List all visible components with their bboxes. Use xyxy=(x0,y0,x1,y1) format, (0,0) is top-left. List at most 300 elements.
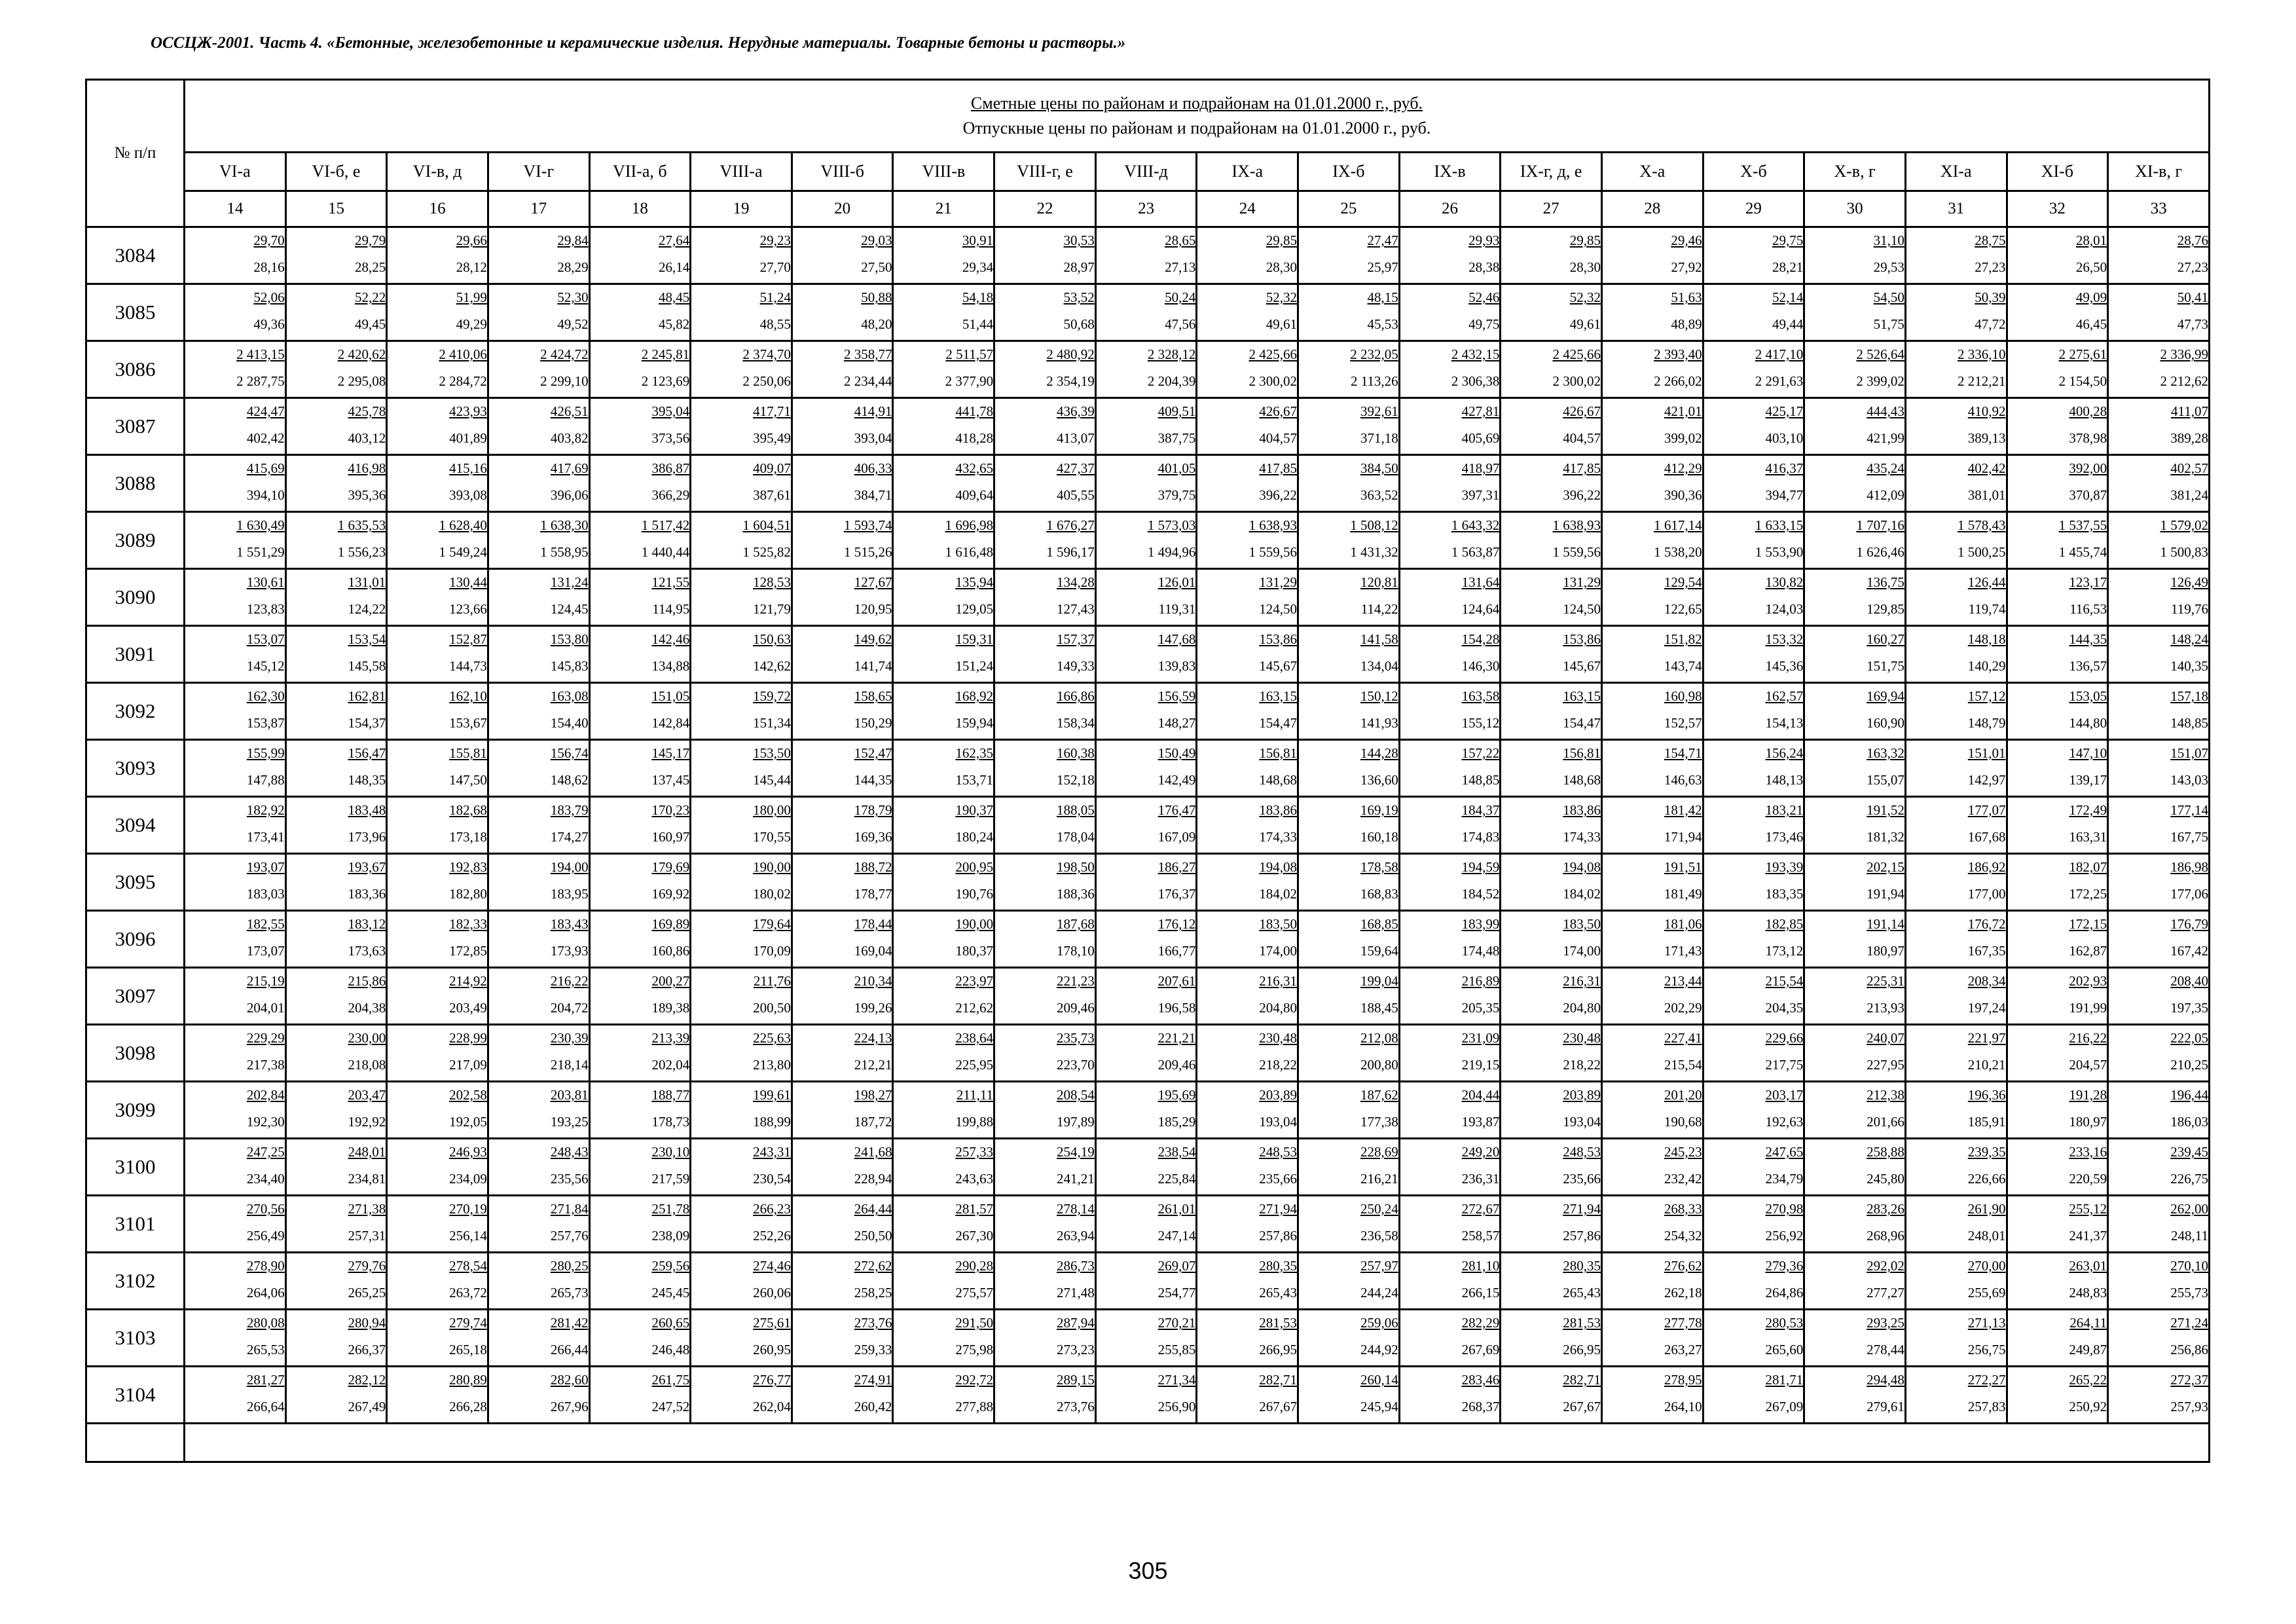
release-price: 151,24 xyxy=(955,658,994,674)
price-cell xyxy=(1298,797,1400,854)
price-cell xyxy=(1501,1196,1602,1253)
price-cell xyxy=(1197,569,1298,626)
price-cell xyxy=(1197,1253,1298,1310)
price-cell xyxy=(994,398,1096,455)
estimate-price: 1 604,51 xyxy=(742,517,791,533)
price-cell xyxy=(1095,341,1197,398)
price-cell xyxy=(387,911,488,968)
release-price: 193,25 xyxy=(550,1114,589,1130)
price-cell xyxy=(2108,398,2210,455)
estimate-price: 153,07 xyxy=(246,631,285,647)
estimate-price: 211,11 xyxy=(956,1087,994,1103)
release-price: 405,55 xyxy=(1057,487,1095,503)
estimate-price: 193,39 xyxy=(1765,859,1804,875)
estimate-price: 192,83 xyxy=(449,859,487,875)
estimate-price: 203,89 xyxy=(1259,1087,1298,1103)
district-header-row xyxy=(86,153,2210,191)
estimate-price: 176,47 xyxy=(1157,802,1196,818)
release-price: 2 291,63 xyxy=(1755,373,1804,389)
estimate-price: 204,44 xyxy=(1461,1087,1500,1103)
price-cell xyxy=(1298,1253,1400,1310)
release-price: 180,97 xyxy=(1867,943,1904,959)
price-cell xyxy=(2007,797,2108,854)
estimate-price: 271,38 xyxy=(348,1201,386,1217)
estimate-price: 191,14 xyxy=(1867,916,1904,932)
price-cell xyxy=(1095,797,1197,854)
estimate-price: 214,92 xyxy=(449,973,487,989)
release-price: 1 563,87 xyxy=(1451,544,1500,560)
estimate-price: 129,54 xyxy=(1664,574,1702,590)
release-price: 191,94 xyxy=(1867,886,1904,902)
release-price: 180,97 xyxy=(2069,1114,2107,1130)
release-price: 154,37 xyxy=(348,715,386,731)
price-cell xyxy=(387,1082,488,1139)
price-cell xyxy=(1095,626,1197,683)
price-cell xyxy=(1197,626,1298,683)
release-price: 1 500,25 xyxy=(1958,544,2006,560)
estimate-price: 402,57 xyxy=(2170,460,2208,476)
estimate-price: 260,14 xyxy=(1360,1372,1398,1388)
release-price: 169,92 xyxy=(651,886,690,902)
release-price: 2 299,10 xyxy=(540,373,589,389)
price-cell xyxy=(2108,1196,2210,1253)
estimate-price: 151,01 xyxy=(1967,745,2006,761)
estimate-price: 270,98 xyxy=(1765,1201,1804,1217)
estimate-price: 169,19 xyxy=(1360,802,1398,818)
estimate-price: 416,98 xyxy=(348,460,386,476)
release-price: 173,96 xyxy=(348,829,386,845)
estimate-price: 2 245,81 xyxy=(641,346,690,362)
price-cell xyxy=(1095,740,1197,797)
estimate-price: 223,97 xyxy=(955,973,994,989)
release-price: 228,94 xyxy=(854,1171,892,1187)
price-cell xyxy=(994,1082,1096,1139)
estimate-price: 145,17 xyxy=(651,745,690,761)
price-cell xyxy=(792,1310,893,1367)
release-price: 210,25 xyxy=(2170,1057,2208,1073)
release-price: 394,77 xyxy=(1765,487,1804,503)
release-price: 421,99 xyxy=(1867,430,1904,446)
estimate-price: 182,33 xyxy=(449,916,487,932)
release-price: 2 287,75 xyxy=(236,373,285,389)
price-cell xyxy=(387,968,488,1025)
estimate-price: 280,35 xyxy=(1259,1258,1298,1274)
price-cell xyxy=(1703,284,1804,341)
price-cell xyxy=(1601,227,1703,284)
price-cell xyxy=(893,227,994,284)
estimate-price: 2 374,70 xyxy=(742,346,791,362)
price-cell xyxy=(1905,1367,2007,1424)
price-cell xyxy=(1804,1310,1906,1367)
estimate-price: 28,65 xyxy=(1165,232,1196,248)
release-price: 178,77 xyxy=(854,886,892,902)
price-cell xyxy=(893,1196,994,1253)
release-price: 47,73 xyxy=(2177,316,2208,332)
price-cell xyxy=(792,911,893,968)
estimate-price: 131,29 xyxy=(1259,574,1298,590)
release-price: 28,30 xyxy=(1266,259,1298,275)
price-cell xyxy=(285,740,387,797)
release-price: 405,69 xyxy=(1461,430,1500,446)
price-cell xyxy=(1298,1196,1400,1253)
estimate-price: 427,37 xyxy=(1057,460,1095,476)
table-row xyxy=(86,284,2210,341)
price-cell xyxy=(488,1196,589,1253)
release-price: 119,76 xyxy=(2171,601,2208,617)
estimate-price: 233,16 xyxy=(2069,1144,2107,1160)
estimate-price: 423,93 xyxy=(449,403,487,419)
price-cell xyxy=(1905,1082,2007,1139)
price-cell xyxy=(2108,740,2210,797)
estimate-price: 176,72 xyxy=(1967,916,2006,932)
price-cell xyxy=(1804,797,1906,854)
price-cell xyxy=(1804,398,1906,455)
release-price: 389,13 xyxy=(1967,430,2006,446)
estimate-price: 177,07 xyxy=(1967,802,2006,818)
estimate-price: 131,24 xyxy=(550,574,589,590)
estimate-price: 155,99 xyxy=(246,745,285,761)
price-cell xyxy=(2007,284,2108,341)
release-price: 148,27 xyxy=(1157,715,1196,731)
estimate-price: 202,58 xyxy=(449,1087,487,1103)
price-cell xyxy=(185,341,286,398)
estimate-price: 228,69 xyxy=(1360,1144,1398,1160)
estimate-price: 27,64 xyxy=(658,232,690,248)
price-cell xyxy=(1298,1367,1400,1424)
estimate-price: 28,76 xyxy=(2177,232,2208,248)
release-price: 403,82 xyxy=(550,430,589,446)
release-price: 180,02 xyxy=(753,886,791,902)
price-cell xyxy=(488,512,589,569)
release-price: 168,83 xyxy=(1360,886,1398,902)
price-cell xyxy=(893,911,994,968)
release-price: 217,09 xyxy=(449,1057,487,1073)
price-cell xyxy=(1601,1025,1703,1082)
estimate-price: 2 420,62 xyxy=(337,346,386,362)
estimate-price: 283,46 xyxy=(1461,1372,1500,1388)
estimate-price: 159,31 xyxy=(955,631,994,647)
estimate-price: 51,63 xyxy=(1671,289,1702,305)
release-price: 151,75 xyxy=(1867,658,1904,674)
column-number-row xyxy=(86,191,2210,227)
release-price: 387,61 xyxy=(753,487,791,503)
release-price: 152,18 xyxy=(1057,772,1095,788)
price-cell xyxy=(488,1253,589,1310)
price-cell xyxy=(589,1253,691,1310)
estimate-price: 409,07 xyxy=(753,460,791,476)
price-cell xyxy=(994,1367,1096,1424)
price-cell xyxy=(387,1196,488,1253)
price-cell xyxy=(2007,911,2108,968)
district-header: XI-а xyxy=(1905,153,2007,191)
price-cell xyxy=(1703,1196,1804,1253)
price-cell xyxy=(893,1310,994,1367)
estimate-price: 238,54 xyxy=(1157,1144,1196,1160)
estimate-price: 157,18 xyxy=(2170,688,2208,704)
release-price: 127,43 xyxy=(1057,601,1095,617)
district-header: XI-б xyxy=(2007,153,2108,191)
price-cell xyxy=(1501,911,1602,968)
price-cell xyxy=(1298,284,1400,341)
price-cell xyxy=(691,683,792,740)
estimate-price: 271,94 xyxy=(1563,1201,1601,1217)
estimate-price: 199,61 xyxy=(753,1087,791,1103)
column-number: 28 xyxy=(1601,191,1703,227)
estimate-price: 392,61 xyxy=(1360,403,1398,419)
price-cell xyxy=(285,1196,387,1253)
release-price: 267,09 xyxy=(1765,1399,1804,1414)
price-cell xyxy=(285,911,387,968)
price-cell xyxy=(1197,854,1298,911)
release-price: 223,70 xyxy=(1057,1057,1095,1073)
release-price: 1 549,24 xyxy=(439,544,487,560)
release-price: 1 494,96 xyxy=(1147,544,1196,560)
price-cell xyxy=(1804,569,1906,626)
estimate-price: 134,28 xyxy=(1057,574,1095,590)
price-cell xyxy=(1399,683,1501,740)
estimate-price: 172,15 xyxy=(2069,916,2107,932)
price-cell xyxy=(691,968,792,1025)
price-cell xyxy=(589,740,691,797)
estimate-price: 427,81 xyxy=(1461,403,1500,419)
price-cell xyxy=(1399,797,1501,854)
price-cell xyxy=(1601,968,1703,1025)
estimate-price: 1 617,14 xyxy=(1654,517,1702,533)
price-cell xyxy=(1501,455,1602,512)
release-price: 243,63 xyxy=(955,1171,994,1187)
price-cell xyxy=(387,398,488,455)
empty-cell xyxy=(86,1424,185,1462)
price-cell xyxy=(387,455,488,512)
release-price: 142,84 xyxy=(651,715,690,731)
estimate-price: 1 579,02 xyxy=(2160,517,2208,533)
release-price: 404,57 xyxy=(1259,430,1298,446)
estimate-price: 384,50 xyxy=(1360,460,1398,476)
price-cell xyxy=(1703,455,1804,512)
estimate-price: 411,07 xyxy=(2171,403,2208,419)
release-price: 145,12 xyxy=(246,658,285,674)
estimate-price: 157,12 xyxy=(1967,688,2006,704)
estimate-price: 162,35 xyxy=(955,745,994,761)
price-cell xyxy=(893,683,994,740)
price-cell xyxy=(285,227,387,284)
column-number: 32 xyxy=(2007,191,2108,227)
price-cell xyxy=(1399,1196,1501,1253)
estimate-price: 199,04 xyxy=(1360,973,1398,989)
estimate-price: 160,27 xyxy=(1867,631,1904,647)
price-cell xyxy=(1703,1082,1804,1139)
price-cell xyxy=(1399,626,1501,683)
estimate-price: 54,50 xyxy=(1873,289,1904,305)
price-cell xyxy=(589,968,691,1025)
estimate-price: 159,72 xyxy=(753,688,791,704)
price-cell xyxy=(1501,1139,1602,1196)
release-price: 370,87 xyxy=(2069,487,2107,503)
release-price: 123,83 xyxy=(246,601,285,617)
price-cell xyxy=(691,1253,792,1310)
estimate-price: 178,58 xyxy=(1360,859,1398,875)
estimate-price: 282,71 xyxy=(1563,1372,1601,1388)
estimate-price: 151,82 xyxy=(1664,631,1702,647)
estimate-price: 293,25 xyxy=(1867,1315,1904,1331)
price-cell xyxy=(1197,455,1298,512)
price-cell xyxy=(2108,1025,2210,1082)
release-price: 28,12 xyxy=(456,259,487,275)
price-cell xyxy=(1298,968,1400,1025)
price-cell xyxy=(185,1082,286,1139)
release-price: 262,18 xyxy=(1664,1285,1702,1301)
column-number: 26 xyxy=(1399,191,1501,227)
release-price: 136,57 xyxy=(2069,658,2107,674)
release-price: 2 295,08 xyxy=(337,373,386,389)
estimate-price: 203,89 xyxy=(1563,1087,1601,1103)
release-price: 146,63 xyxy=(1664,772,1702,788)
price-cell xyxy=(488,1139,589,1196)
estimate-price: 50,24 xyxy=(1165,289,1196,305)
release-price: 160,86 xyxy=(651,943,690,959)
estimate-price: 2 358,77 xyxy=(843,346,892,362)
estimate-price: 194,59 xyxy=(1461,859,1500,875)
price-cell xyxy=(1601,797,1703,854)
estimate-price: 230,39 xyxy=(550,1030,589,1046)
price-cell xyxy=(1601,284,1703,341)
estimate-price: 194,00 xyxy=(550,859,589,875)
release-price: 204,80 xyxy=(1563,1000,1601,1016)
price-cell xyxy=(488,398,589,455)
price-cell xyxy=(1095,284,1197,341)
price-cell xyxy=(185,683,286,740)
estimate-price: 130,44 xyxy=(449,574,487,590)
release-price: 397,31 xyxy=(1461,487,1500,503)
release-price: 402,42 xyxy=(246,430,285,446)
estimate-price: 182,92 xyxy=(246,802,285,818)
release-price: 173,07 xyxy=(246,943,285,959)
release-price: 218,08 xyxy=(348,1057,386,1073)
price-cell xyxy=(185,911,286,968)
release-price: 124,22 xyxy=(348,601,386,617)
price-cell xyxy=(1095,968,1197,1025)
release-price: 266,44 xyxy=(550,1342,589,1357)
estimate-price: 272,37 xyxy=(2170,1372,2208,1388)
release-price: 217,38 xyxy=(246,1057,285,1073)
release-price: 260,06 xyxy=(753,1285,791,1301)
table-row xyxy=(86,1025,2210,1082)
release-price: 2 300,02 xyxy=(1248,373,1298,389)
release-price: 192,92 xyxy=(348,1114,386,1130)
release-price: 236,31 xyxy=(1461,1171,1500,1187)
release-price: 241,21 xyxy=(1057,1171,1095,1187)
price-cell xyxy=(2108,455,2210,512)
estimate-price: 1 633,15 xyxy=(1755,517,1804,533)
price-cell xyxy=(1298,512,1400,569)
estimate-price: 221,23 xyxy=(1057,973,1095,989)
price-cell xyxy=(792,455,893,512)
estimate-price: 183,12 xyxy=(348,916,386,932)
release-price: 134,88 xyxy=(651,658,690,674)
estimate-price: 271,13 xyxy=(1967,1315,2006,1331)
release-price: 390,36 xyxy=(1664,487,1702,503)
price-cell xyxy=(185,1367,286,1424)
release-price: 191,99 xyxy=(2069,1000,2107,1016)
price-cell xyxy=(893,512,994,569)
estimate-price: 200,95 xyxy=(955,859,994,875)
price-cell xyxy=(589,854,691,911)
row-number: 3098 xyxy=(86,1025,185,1082)
price-cell xyxy=(691,854,792,911)
price-cell xyxy=(185,626,286,683)
release-price: 212,21 xyxy=(854,1057,892,1073)
estimate-price: 131,29 xyxy=(1563,574,1601,590)
release-price: 155,12 xyxy=(1461,715,1500,731)
district-header: IX-в xyxy=(1399,153,1501,191)
estimate-price: 126,44 xyxy=(1967,574,2006,590)
estimate-price: 128,53 xyxy=(753,574,791,590)
price-cell xyxy=(488,341,589,398)
price-cell xyxy=(1804,341,1906,398)
release-price: 174,33 xyxy=(1563,829,1601,845)
release-price-title: Отпускные цены по районам и подрайонам на 01.01.2000 г., руб. xyxy=(962,119,1431,138)
estimate-price: 2 417,10 xyxy=(1755,346,1804,362)
release-price: 265,53 xyxy=(246,1342,285,1357)
price-cell xyxy=(691,569,792,626)
price-cell xyxy=(792,284,893,341)
estimate-price: 280,53 xyxy=(1765,1315,1804,1331)
estimate-price: 28,01 xyxy=(2075,232,2107,248)
release-price: 145,67 xyxy=(1563,658,1601,674)
price-cell xyxy=(387,797,488,854)
price-cell xyxy=(1601,398,1703,455)
release-price: 124,03 xyxy=(1765,601,1804,617)
release-price: 173,93 xyxy=(550,943,589,959)
release-price: 258,25 xyxy=(854,1285,892,1301)
release-price: 1 500,83 xyxy=(2160,544,2208,560)
release-price: 28,21 xyxy=(1772,259,1804,275)
estimate-price: 170,23 xyxy=(651,802,690,818)
release-price: 227,95 xyxy=(1867,1057,1904,1073)
estimate-price: 426,67 xyxy=(1563,403,1601,419)
release-price: 256,92 xyxy=(1765,1228,1804,1244)
price-cell xyxy=(1399,911,1501,968)
release-price: 181,49 xyxy=(1664,886,1702,902)
estimate-price: 1 508,12 xyxy=(1350,517,1398,533)
price-cell xyxy=(792,1196,893,1253)
release-price: 192,30 xyxy=(246,1114,285,1130)
release-price: 413,07 xyxy=(1057,430,1095,446)
release-price: 142,62 xyxy=(753,658,791,674)
release-price: 27,50 xyxy=(861,259,892,275)
price-cell xyxy=(691,1082,792,1139)
price-cell xyxy=(994,854,1096,911)
release-price: 263,27 xyxy=(1664,1342,1702,1357)
estimate-price: 392,00 xyxy=(2069,460,2107,476)
estimate-price: 179,64 xyxy=(753,916,791,932)
price-cell xyxy=(1298,569,1400,626)
column-number: 16 xyxy=(387,191,488,227)
price-cell xyxy=(1399,854,1501,911)
estimate-price: 215,19 xyxy=(246,973,285,989)
price-cell xyxy=(2007,1025,2108,1082)
release-price: 204,35 xyxy=(1765,1000,1804,1016)
price-cell xyxy=(1095,1310,1197,1367)
estimate-price: 222,05 xyxy=(2170,1030,2208,1046)
estimate-price: 202,93 xyxy=(2069,973,2107,989)
estimate-price: 168,85 xyxy=(1360,916,1398,932)
price-cell xyxy=(691,740,792,797)
estimate-price: 2 413,15 xyxy=(236,346,285,362)
release-price: 267,30 xyxy=(955,1228,994,1244)
price-cell xyxy=(488,683,589,740)
estimate-price: 230,48 xyxy=(1563,1030,1601,1046)
